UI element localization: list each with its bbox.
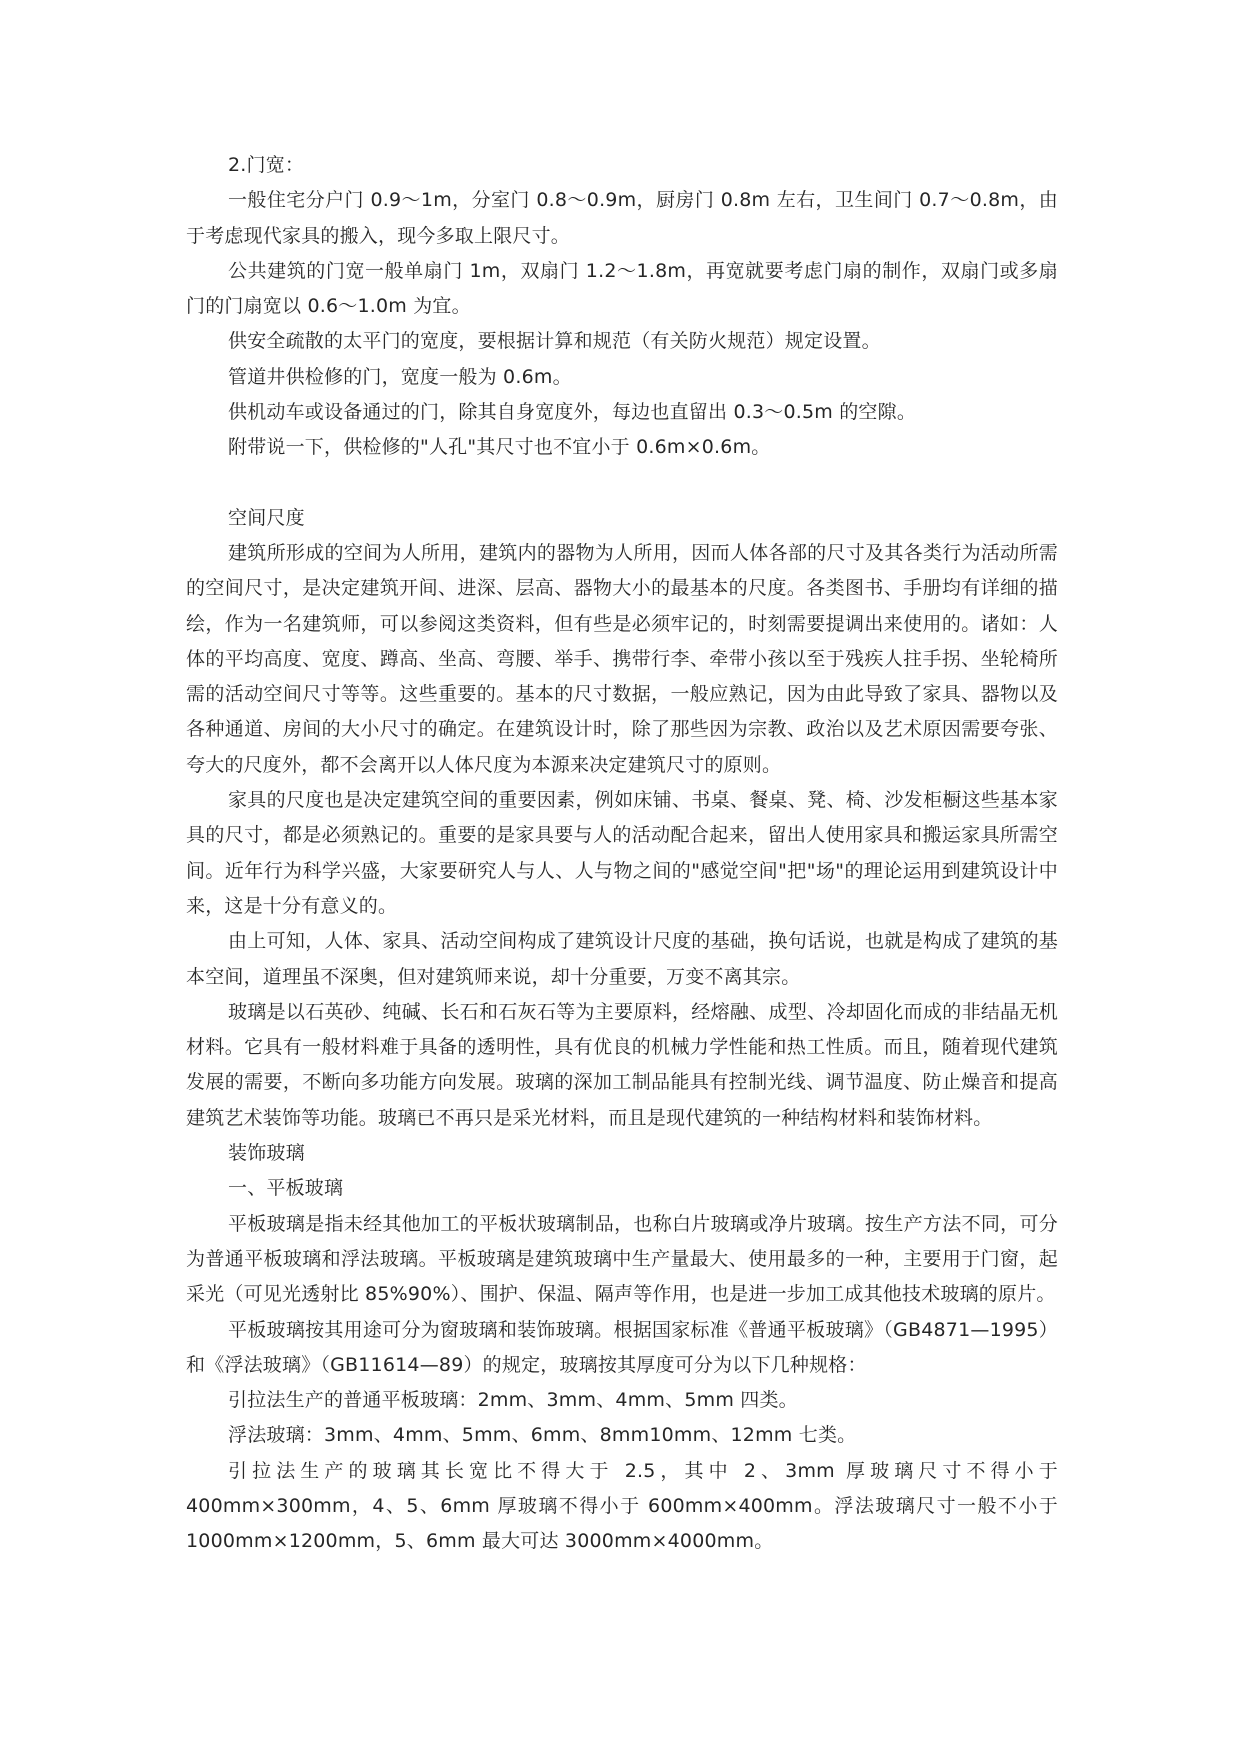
drawn-glass-thickness-paragraph: 引拉法生产的普通平板玻璃：2mm、3mm、4mm、5mm 四类。 bbox=[228, 1389, 798, 1412]
furniture-scale-paragraph: 家具的尺度也是决定建筑空间的重要因素，例如床铺、书桌、餐桌、凳、椅、沙发柜橱这些基本家具的尺寸，都是必须熟记的。重要的是家具要与人的活动配合起来，留出人使用家具和搬运家具所需空间。近年行为科学兴盛，大家要研究人与人、人与物之间的"感觉空间"把"场"的理论运用到建筑设计中来，这是十分有意义的。 bbox=[186, 789, 1058, 917]
space-scale-heading: 空间尺度 bbox=[228, 506, 305, 529]
decorative-glass-heading: 装饰玻璃 bbox=[228, 1142, 305, 1165]
space-scale-summary-paragraph: 由上可知，人体、家具、活动空间构成了建筑设计尺度的基础，换句话说，也就是构成了建筑的基本空间，道理虽不深奥，但对建筑师来说，却十分重要，万变不离其宗。 bbox=[186, 930, 1058, 988]
residential-doors-paragraph: 一般住宅分户门 0.9～1m，分室门 0.8～0.9m，厨房门 0.8m 左右，卫生间门 0.7～0.8m，由于考虑现代家具的搬入，现今多取上限尺寸。 bbox=[186, 189, 1058, 247]
flat-glass-classification-paragraph: 平板玻璃按其用途可分为窗玻璃和装饰玻璃。根据国家标准《普通平板玻璃》（GB4871—1995）和《浮法玻璃》（GB11614—89）的规定，玻璃按其厚度可分为以下几种规格： bbox=[186, 1318, 1058, 1376]
flat-glass-definition-paragraph: 平板玻璃是指未经其他加工的平板状玻璃制品，也称白片玻璃或净片玻璃。按生产方法不同，可分为普通平板玻璃和浮法玻璃。平板玻璃是建筑玻璃中生产量最大、使用最多的一种，主要用于门窗，起采光（可见光透射比 85%90%）、围护、保温、隔声等作用，也是进一步加工成其他技术玻璃的原片。 bbox=[186, 1212, 1058, 1306]
glass-intro-paragraph: 玻璃是以石英砂、纯碱、长石和石灰石等为主要原料，经熔融、成型、冷却固化而成的非结晶无机材料。它具有一般材料难于具备的透明性，具有优良的机械力学性能和热工性质。而且，随着现代建筑发展的需要，不断向多功能方向发展。玻璃的深加工制品能具有控制光线、调节温度、防止燥音和提高建筑艺术装饰等功能。玻璃已不再只是采光材料，而且是现代建筑的一种结构材料和装饰材料。 bbox=[186, 1000, 1058, 1129]
flat-glass-heading: 一、平板玻璃 bbox=[228, 1177, 344, 1200]
public-building-doors-paragraph: 公共建筑的门宽一般单扇门 1m，双扇门 1.2～1.8m，再宽就要考虑门扇的制作，双扇门或多扇门的门扇宽以 0.6～1.0m 为宜。 bbox=[186, 259, 1058, 318]
section-spacer bbox=[186, 466, 1058, 501]
door-width-heading: 2.门宽： bbox=[228, 154, 305, 176]
glass-size-limits-paragraph: 引拉法生产的玻璃其长宽比不得大于 2.5，其中 2、3mm 厚玻璃尺寸不得小于 400mm×300mm，4、5、6mm 厚玻璃不得小于 600mm×400mm。浮法玻璃尺寸一般不小于 1000mm×1200mm，5、6mm 最大可达 3000mm×4000mm。 bbox=[186, 1459, 1058, 1553]
document-page bbox=[186, 148, 1058, 1560]
space-scale-paragraph: 建筑所形成的空间为人所用，建筑内的器物为人所用，因而人体各部的尺寸及其各类行为活动所需的空间尺寸，是决定建筑开间、进深、层高、器物大小的最基本的尺度。各类图书、手册均有详细的描绘，作为一名建筑师，可以参阅这类资料，但有些是必须牢记的，时刻需要提调出来使用的。诸如：人体的平均高度、宽度、蹲高、坐高、弯腰、举手、携带行李、牵带小孩以至于残疾人拄手拐、坐轮椅所需的活动空间尺寸等等。这些重要的。基本的尺寸数据，一般应熟记，因为由此导致了家具、器物以及各种通道、房间的大小尺寸的确定。在建筑设计时，除了那些因为宗教、政治以及艺术原因需要夸张、夸大的尺度外，都不会离开以人体尺度为本源来决定建筑尺寸的原则。 bbox=[186, 541, 1058, 776]
vehicle-doors-paragraph: 供机动车或设备通过的门，除其自身宽度外，每边也直留出 0.3～0.5m 的空隙。 bbox=[228, 401, 917, 424]
shaft-access-doors-paragraph: 管道井供检修的门，宽度一般为 0.6m。 bbox=[228, 365, 572, 388]
evacuation-doors-paragraph: 供安全疏散的太平门的宽度，要根据计算和规范（有关防火规范）规定设置。 bbox=[228, 330, 881, 353]
float-glass-thickness-paragraph: 浮法玻璃：3mm、4mm、5mm、6mm、8mm10mm、12mm 七类。 bbox=[228, 1424, 857, 1447]
manhole-note-paragraph: 附带说一下，供检修的"人孔"其尺寸也不宜小于 0.6m×0.6m。 bbox=[228, 436, 771, 459]
